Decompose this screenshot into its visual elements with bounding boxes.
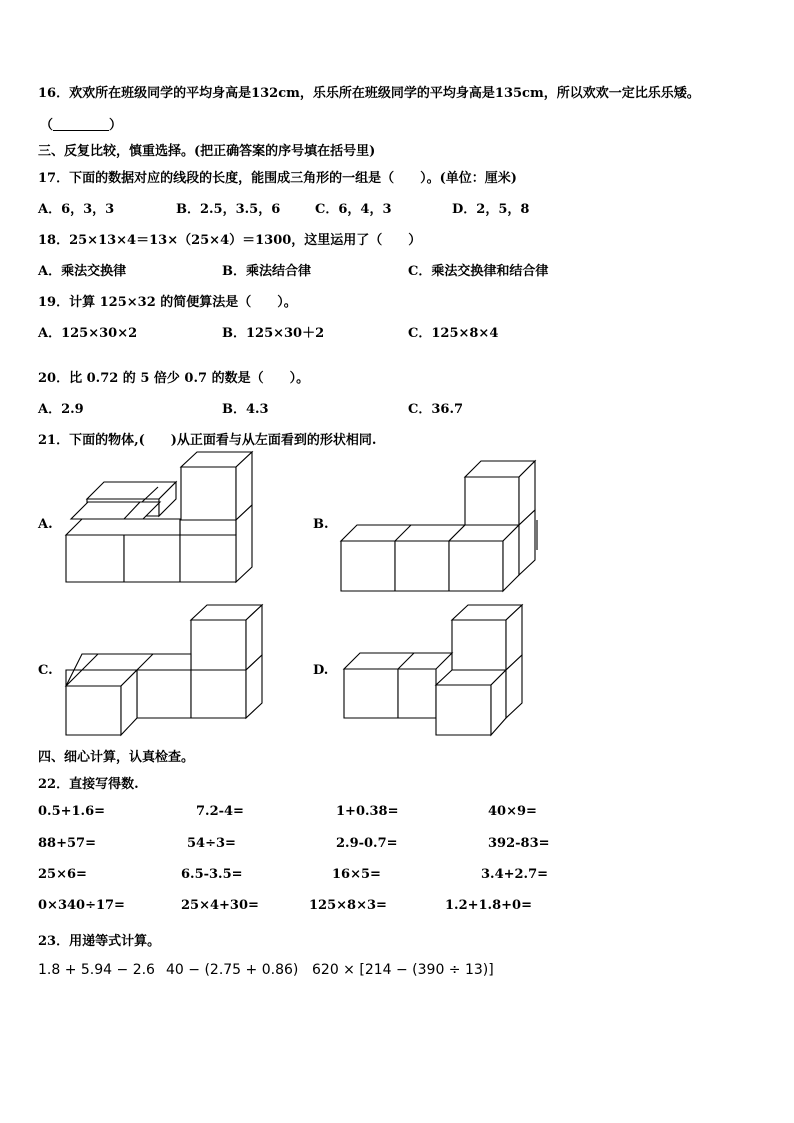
calc-item[interactable]: 0.5+1.6= bbox=[38, 804, 106, 819]
q20-option-c[interactable]: C．36.7 bbox=[408, 402, 464, 417]
q16-answer-blank[interactable] bbox=[40, 114, 122, 133]
q19-text: 19．计算 125×32 的简便算法是（ ）。 bbox=[38, 295, 297, 310]
q18-option-c[interactable]: C．乘法交换律和结合律 bbox=[408, 264, 549, 279]
calc-item[interactable]: 40×9= bbox=[488, 804, 537, 819]
calc-item[interactable]: 16×5= bbox=[332, 867, 381, 882]
section4-title: 四、细心计算，认真检查。 bbox=[38, 750, 195, 765]
calc-item[interactable]: 1+0.38= bbox=[336, 804, 399, 819]
figure-d-cubes bbox=[335, 600, 545, 740]
q20-option-b[interactable]: B．4.3 bbox=[222, 402, 269, 417]
expression-2[interactable]: 40 − (2.75 + 0.86) bbox=[166, 962, 299, 978]
q16-text: 16．欢欢所在班级同学的平均身高是132cm，乐乐所在班级同学的平均身高是135cm，所以欢欢一定比乐乐矮。 bbox=[38, 86, 700, 101]
q19-option-c[interactable]: C．125×8×4 bbox=[408, 326, 499, 341]
calc-item[interactable]: 0×340÷17= bbox=[38, 898, 125, 913]
q19-option-a[interactable]: A．125×30×2 bbox=[38, 326, 138, 341]
q17-option-b[interactable]: B．2.5，3.5，6 bbox=[176, 202, 281, 217]
calc-item[interactable]: 392-83= bbox=[488, 836, 550, 851]
open-paren: （ bbox=[40, 118, 54, 133]
calc-item[interactable]: 25×6= bbox=[38, 867, 87, 882]
q23-text: 23．用递等式计算。 bbox=[38, 934, 161, 949]
q20-option-a[interactable]: A．2.9 bbox=[38, 402, 84, 417]
figure-a-label[interactable]: A. bbox=[38, 517, 53, 532]
figure-c-cubes bbox=[60, 600, 270, 740]
q19-option-b[interactable]: B．125×30＋2 bbox=[222, 326, 325, 341]
calc-item[interactable]: 3.4+2.7= bbox=[481, 867, 549, 882]
q22-text: 22．直接写得数. bbox=[38, 777, 139, 792]
expression-1[interactable]: 1.8 + 5.94 − 2.6 bbox=[38, 962, 155, 978]
q18-text: 18．25×13×4＝13×（25×4）＝1300，这里运用了（ ） bbox=[38, 233, 422, 248]
calc-item[interactable]: 125×8×3= bbox=[309, 898, 387, 913]
q17-option-a[interactable]: A．6，3，3 bbox=[38, 202, 115, 217]
blank-line bbox=[53, 118, 109, 131]
close-paren: ） bbox=[109, 118, 123, 133]
figure-b-label[interactable]: B. bbox=[313, 517, 329, 532]
q18-option-a[interactable]: A．乘法交换律 bbox=[38, 264, 127, 279]
q20-text: 20．比 0.72 的 5 倍少 0.7 的数是（ ）。 bbox=[38, 371, 310, 386]
figure-a-cubes bbox=[60, 470, 260, 588]
figure-d-label[interactable]: D. bbox=[313, 663, 329, 678]
section3-title: 三、反复比较，慎重选择。(把正确答案的序号填在括号里) bbox=[38, 144, 376, 159]
q17-option-d[interactable]: D．2，5，8 bbox=[452, 202, 530, 217]
q21-text: 21．下面的物体,( )从正面看与从左面看到的形状相同. bbox=[38, 433, 377, 448]
calc-item[interactable]: 6.5-3.5= bbox=[181, 867, 243, 882]
q18-option-b[interactable]: B．乘法结合律 bbox=[222, 264, 311, 279]
calc-item[interactable]: 54÷3= bbox=[187, 836, 236, 851]
figure-c-label[interactable]: C. bbox=[38, 663, 53, 678]
q17-text: 17．下面的数据对应的线段的长度，能围成三角形的一组是（ ）。(单位：厘米) bbox=[38, 171, 517, 186]
calc-item[interactable]: 25×4+30= bbox=[181, 898, 259, 913]
calc-item[interactable]: 1.2+1.8+0= bbox=[445, 898, 532, 913]
calc-item[interactable]: 7.2-4= bbox=[196, 804, 244, 819]
figure-b-cubes bbox=[335, 455, 545, 595]
expression-3[interactable]: 620 × [214 − (390 ÷ 13)] bbox=[312, 962, 494, 978]
calc-item[interactable]: 2.9-0.7= bbox=[336, 836, 398, 851]
q17-option-c[interactable]: C．6，4，3 bbox=[315, 202, 392, 217]
calc-item[interactable]: 88+57= bbox=[38, 836, 96, 851]
